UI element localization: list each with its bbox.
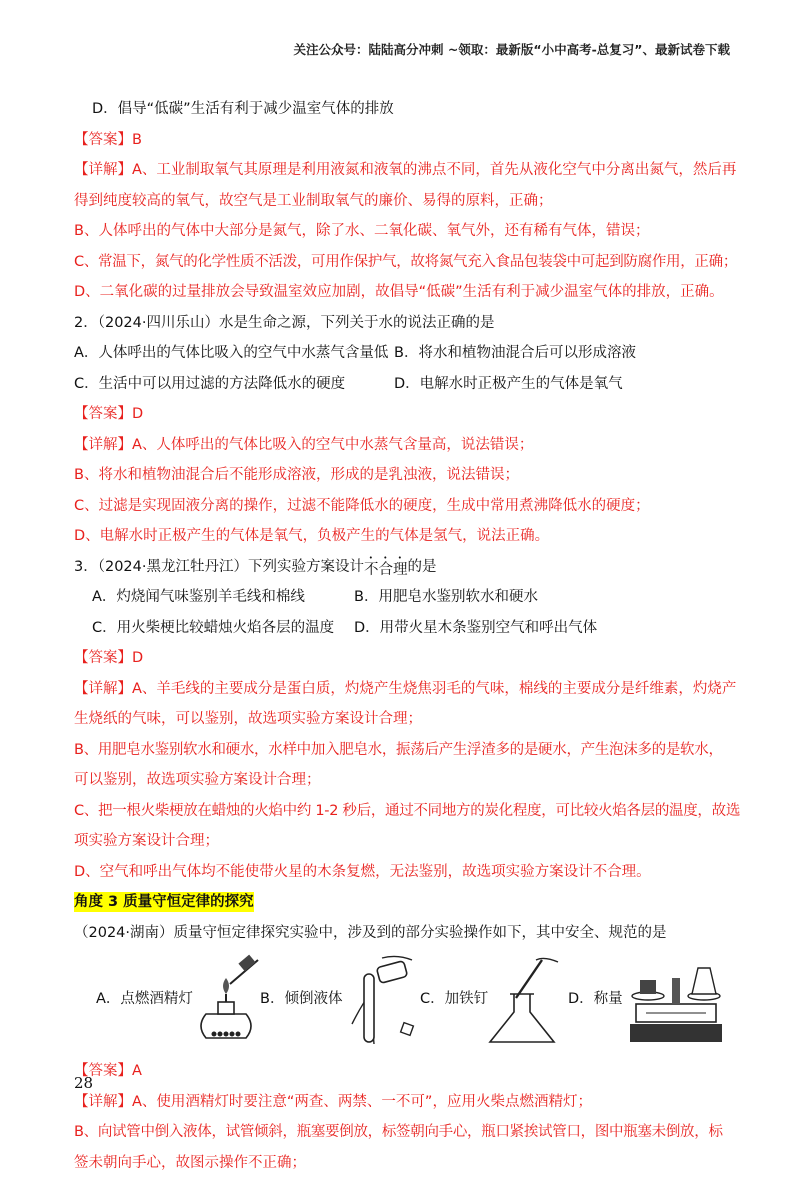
answer-tag: 【答案】 [74, 404, 132, 424]
page-content [74, 94, 734, 1178]
q2-detail-d: D、电解水时正极产生的气体是氧气，负极产生的气体是氢气，说法正确。 [74, 521, 734, 552]
figure-a-label: A．点燃酒精灯 [96, 989, 193, 1009]
answer-value: D [132, 648, 143, 668]
q4-detail-a [74, 1087, 734, 1118]
q3-answer [74, 643, 734, 674]
q3-option-a: A．灼烧闻气味鉴别羊毛线和棉线 [92, 587, 354, 607]
q3-stem [74, 552, 734, 583]
q2-options-row1 [74, 338, 734, 369]
q1-detail-d: D、二氧化碳的过量排放会导致温室效应加剧，故倡导“低碳”生活有利于减少温室气体的排放，正确。 [74, 277, 734, 308]
q3-detail-b2: 可以鉴别，故选项实验方案设计合理； [74, 765, 734, 796]
figure-b-label: B．倾倒液体 [260, 989, 342, 1009]
q2-answer [74, 399, 734, 430]
answer-tag: 【答案】 [74, 1061, 132, 1081]
q4-detail-b2: 签未朝向手心，故图示操作不正确； [74, 1148, 734, 1178]
q3-option-d: D．用带火星木条鉴别空气和呼出气体 [354, 618, 674, 638]
pouring-liquid-figure [342, 954, 422, 1046]
section-heading: 角度 3 质量守恒定律的探究 [74, 892, 254, 912]
figure-d-label: D．称量 [568, 989, 623, 1009]
q2-option-c: C．生活中可以用过滤的方法降低水的硬度 [74, 374, 394, 394]
q3-option-c: C．用火柴梗比较蜡烛火焰各层的温度 [92, 618, 354, 638]
q2-detail-c: C、过滤是实现固液分离的操作，过滤不能降低水的硬度，生成中常用煮沸降低水的硬度； [74, 491, 734, 522]
q3-detail-d: D、空气和呼出气体均不能使带火星的木条复燃，无法鉴别，故选项实验方案设计不合理。 [74, 857, 734, 888]
q3-options-row1 [74, 582, 734, 613]
balance-scale-figure [626, 954, 726, 1046]
answer-value: B [132, 130, 142, 150]
q4-figures [74, 954, 734, 1046]
q2-detail-b: B、将水和植物油混合后不能形成溶液，形成的是乳浊液，说法错误； [74, 460, 734, 491]
detail-text: A、羊毛线的主要成分是蛋白质，灼烧产生烧焦羽毛的气味，棉线的主要成分是纤维素，灼烧产 [132, 679, 736, 699]
q2-stem: 2．（2024·四川乐山）水是生命之源，下列关于水的说法正确的是 [74, 308, 734, 339]
q3-stem-pre: 3．（2024·黑龙江牡丹江）下列实验方案设计 [74, 557, 364, 577]
q3-options-row2 [74, 613, 734, 644]
detail-tag: 【详解】 [74, 1092, 132, 1112]
detail-tag: 【详解】 [74, 160, 132, 180]
q3-stem-emphasis: 不合理 [364, 554, 408, 580]
q2-option-a: A．人体呼出的气体比吸入的空气中水蒸气含量低 [74, 343, 394, 363]
answer-value: D [132, 404, 143, 424]
alcohol-lamp-figure [186, 954, 266, 1044]
page-number: 28 [74, 1074, 93, 1092]
q2-option-d: D．电解水时正极产生的气体是氧气 [394, 374, 714, 394]
q1-detail-a2: 得到纯度较高的氧气，故空气是工业制取氧气的廉价、易得的原料，正确； [74, 186, 734, 217]
answer-value: A [132, 1061, 142, 1081]
q3-detail-a1 [74, 674, 734, 705]
detail-text: A、使用酒精灯时要注意“两查、两禁、一不可”，应用火柴点燃酒精灯； [132, 1092, 592, 1112]
q2-option-b: B．将水和植物油混合后可以形成溶液 [394, 343, 714, 363]
q1-detail-a1 [74, 155, 734, 186]
q3-detail-c1: C、把一根火柴梗放在蜡烛的火焰中约 1-2 秒后，通过不同地方的炭化程度，可比较火焰各层的温度，故选 [74, 796, 734, 827]
q3-detail-a2: 生烧纸的气味，可以鉴别，故选项实验方案设计合理； [74, 704, 734, 735]
answer-tag: 【答案】 [74, 648, 132, 668]
q2-detail-a [74, 430, 734, 461]
q3-stem-post: 的是 [407, 557, 436, 577]
q3-option-b: B．用肥皂水鉴别软水和硬水 [354, 587, 674, 607]
q1-option-d: D．倡导“低碳”生活有利于减少温室气体的排放 [74, 94, 734, 125]
detail-text: A、工业制取氧气其原理是利用液氮和液氧的沸点不同，首先从液化空气中分离出氮气，然后再 [132, 160, 736, 180]
q4-detail-b1: B、向试管中倒入液体，试管倾斜，瓶塞要倒放，标签朝向手心，瓶口紧挨试管口，图中瓶塞未倒放，标 [74, 1117, 734, 1148]
adding-nail-figure [482, 954, 562, 1046]
q3-detail-b1: B、用肥皂水鉴别软水和硬水，水样中加入肥皂水，振荡后产生浮渣多的是硬水，产生泡沫多的是软水， [74, 735, 734, 766]
detail-tag: 【详解】 [74, 679, 132, 699]
q1-answer [74, 125, 734, 156]
q4-stem: （2024·湖南）质量守恒定律探究实验中，涉及到的部分实验操作如下，其中安全、规范的是 [74, 918, 734, 949]
figure-c-label: C．加铁钉 [420, 989, 488, 1009]
detail-text: A、人体呼出的气体比吸入的空气中水蒸气含量高，说法错误； [132, 435, 533, 455]
q1-detail-c: C、常温下，氮气的化学性质不活泼，可用作保护气，故将氮气充入食品包装袋中可起到防腐作用，正确； [74, 247, 734, 278]
q3-detail-c2: 项实验方案设计合理； [74, 826, 734, 857]
q4-answer [74, 1056, 734, 1087]
q1-detail-b: B、人体呼出的气体中大部分是氮气，除了水、二氧化碳、氧气外，还有稀有气体，错误； [74, 216, 734, 247]
page-header: 关注公众号：陆陆高分冲刺 ~领取：最新版“小中高考-总复习”、最新试卷下载 [294, 40, 730, 58]
section-heading-row [74, 887, 734, 918]
detail-tag: 【详解】 [74, 435, 132, 455]
q2-options-row2 [74, 369, 734, 400]
answer-tag: 【答案】 [74, 130, 132, 150]
